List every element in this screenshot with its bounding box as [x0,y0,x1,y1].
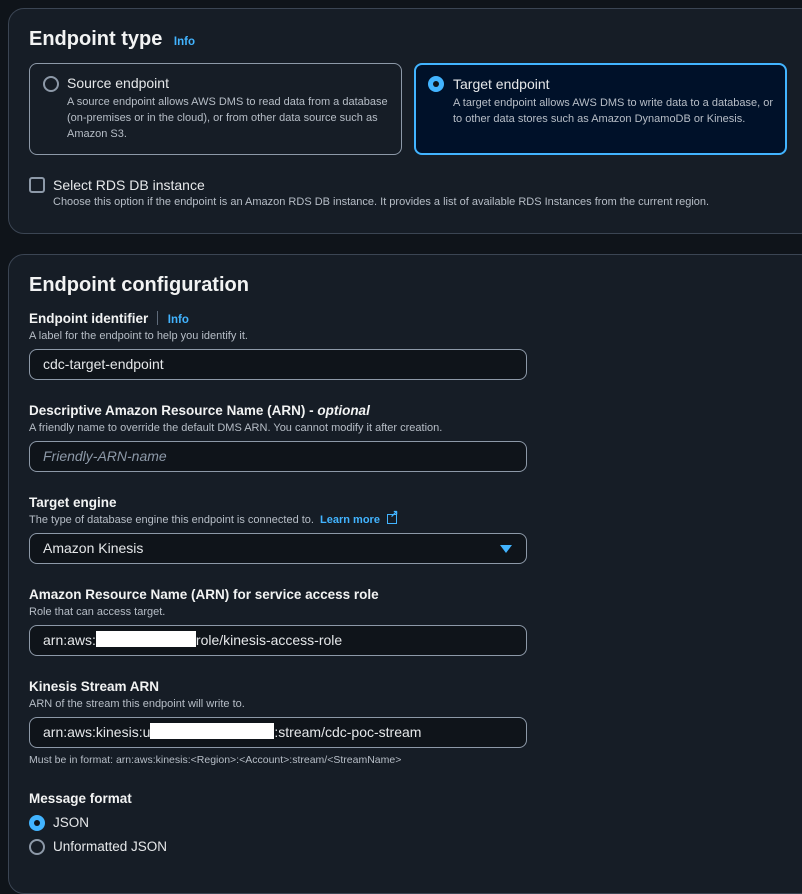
service-role-suffix: role/kinesis-access-role [195,632,343,648]
endpoint-type-heading [29,29,195,49]
source-endpoint-label: Source endpoint [67,75,169,91]
redacted-block [96,631,196,647]
target-engine-description: The type of database engine this endpoint is connected to. [29,514,314,526]
target-endpoint-description: A target endpoint allows AWS DMS to write data to a database, or to other data stores such as Amazon DynamoDB or Kinesis. [453,97,773,125]
stream-arn-description: ARN of the stream this endpoint will write to. [29,698,245,710]
endpoint-type-info-link[interactable]: Info [173,36,195,48]
endpoint-config-title: Endpoint configuration [29,274,249,296]
target-endpoint-label: Target endpoint [453,76,550,92]
external-link-icon[interactable] [387,514,397,524]
rds-instance-description: Choose this option if the endpoint is an Amazon RDS DB instance. It provides a list of available RDS Instances from the current region. [53,196,710,208]
service-role-description: Role that can access target. [29,606,166,618]
learn-more-link[interactable]: Learn more [320,514,380,526]
json-option-label[interactable]: JSON [53,815,90,830]
caret-down-icon [500,545,512,553]
endpoint-type-title: Endpoint type [29,28,163,50]
rds-instance-label[interactable]: Select RDS DB instance [53,177,205,193]
source-endpoint-radio[interactable] [43,76,59,92]
message-format-label: Message format [29,791,132,806]
endpoint-type-panel [8,8,802,234]
arn-name-heading [29,403,370,419]
service-role-label: Amazon Resource Name (ARN) for service access role [29,587,379,602]
redacted-block [150,723,274,739]
identifier-label: Endpoint identifier [29,311,149,326]
kinesis-stream-arn-input[interactable] [29,717,527,748]
target-engine-value: Amazon Kinesis [43,540,144,556]
service-role-prefix: arn:aws: [43,632,96,648]
stream-arn-label: Kinesis Stream ARN [29,679,160,694]
arn-name-description: A friendly name to override the default DMS ARN. You cannot modify it after creation. [29,422,443,434]
target-engine-description-row [29,513,397,527]
target-engine-select[interactable] [29,533,527,564]
unformatted-json-option-label[interactable]: Unformatted JSON [53,839,168,854]
identifier-description: A label for the endpoint to help you identify it. [29,330,248,342]
target-endpoint-radio[interactable] [428,76,444,92]
endpoint-identifier-input[interactable]: cdc-target-endpoint [29,349,527,380]
stream-arn-prefix: arn:aws:kinesis:u [43,724,151,740]
identifier-info-link[interactable]: Info [167,314,189,326]
json-radio[interactable] [29,815,45,831]
target-endpoint-card[interactable] [414,63,787,155]
info-divider [157,311,158,325]
unformatted-json-radio[interactable] [29,839,45,855]
endpoint-config-panel [8,254,802,894]
stream-arn-constraint: Must be in format: arn:aws:kinesis:<Region>:<Account>:stream/<StreamName> [29,754,402,766]
friendly-arn-input[interactable]: Friendly-ARN-name [29,441,527,472]
identifier-heading [29,311,189,328]
service-role-arn-input[interactable] [29,625,527,656]
optional-tag: optional [317,403,370,418]
arn-name-label: Descriptive Amazon Resource Name (ARN) - [29,403,318,418]
target-engine-label: Target engine [29,495,117,510]
source-endpoint-description: A source endpoint allows AWS DMS to read data from a database (on-premises or in the cloud), or from other data source such as Amazon S3. [67,96,388,140]
stream-arn-suffix: :stream/cdc-poc-stream [274,724,422,740]
rds-instance-checkbox[interactable] [29,177,45,193]
source-endpoint-card[interactable] [29,63,402,155]
